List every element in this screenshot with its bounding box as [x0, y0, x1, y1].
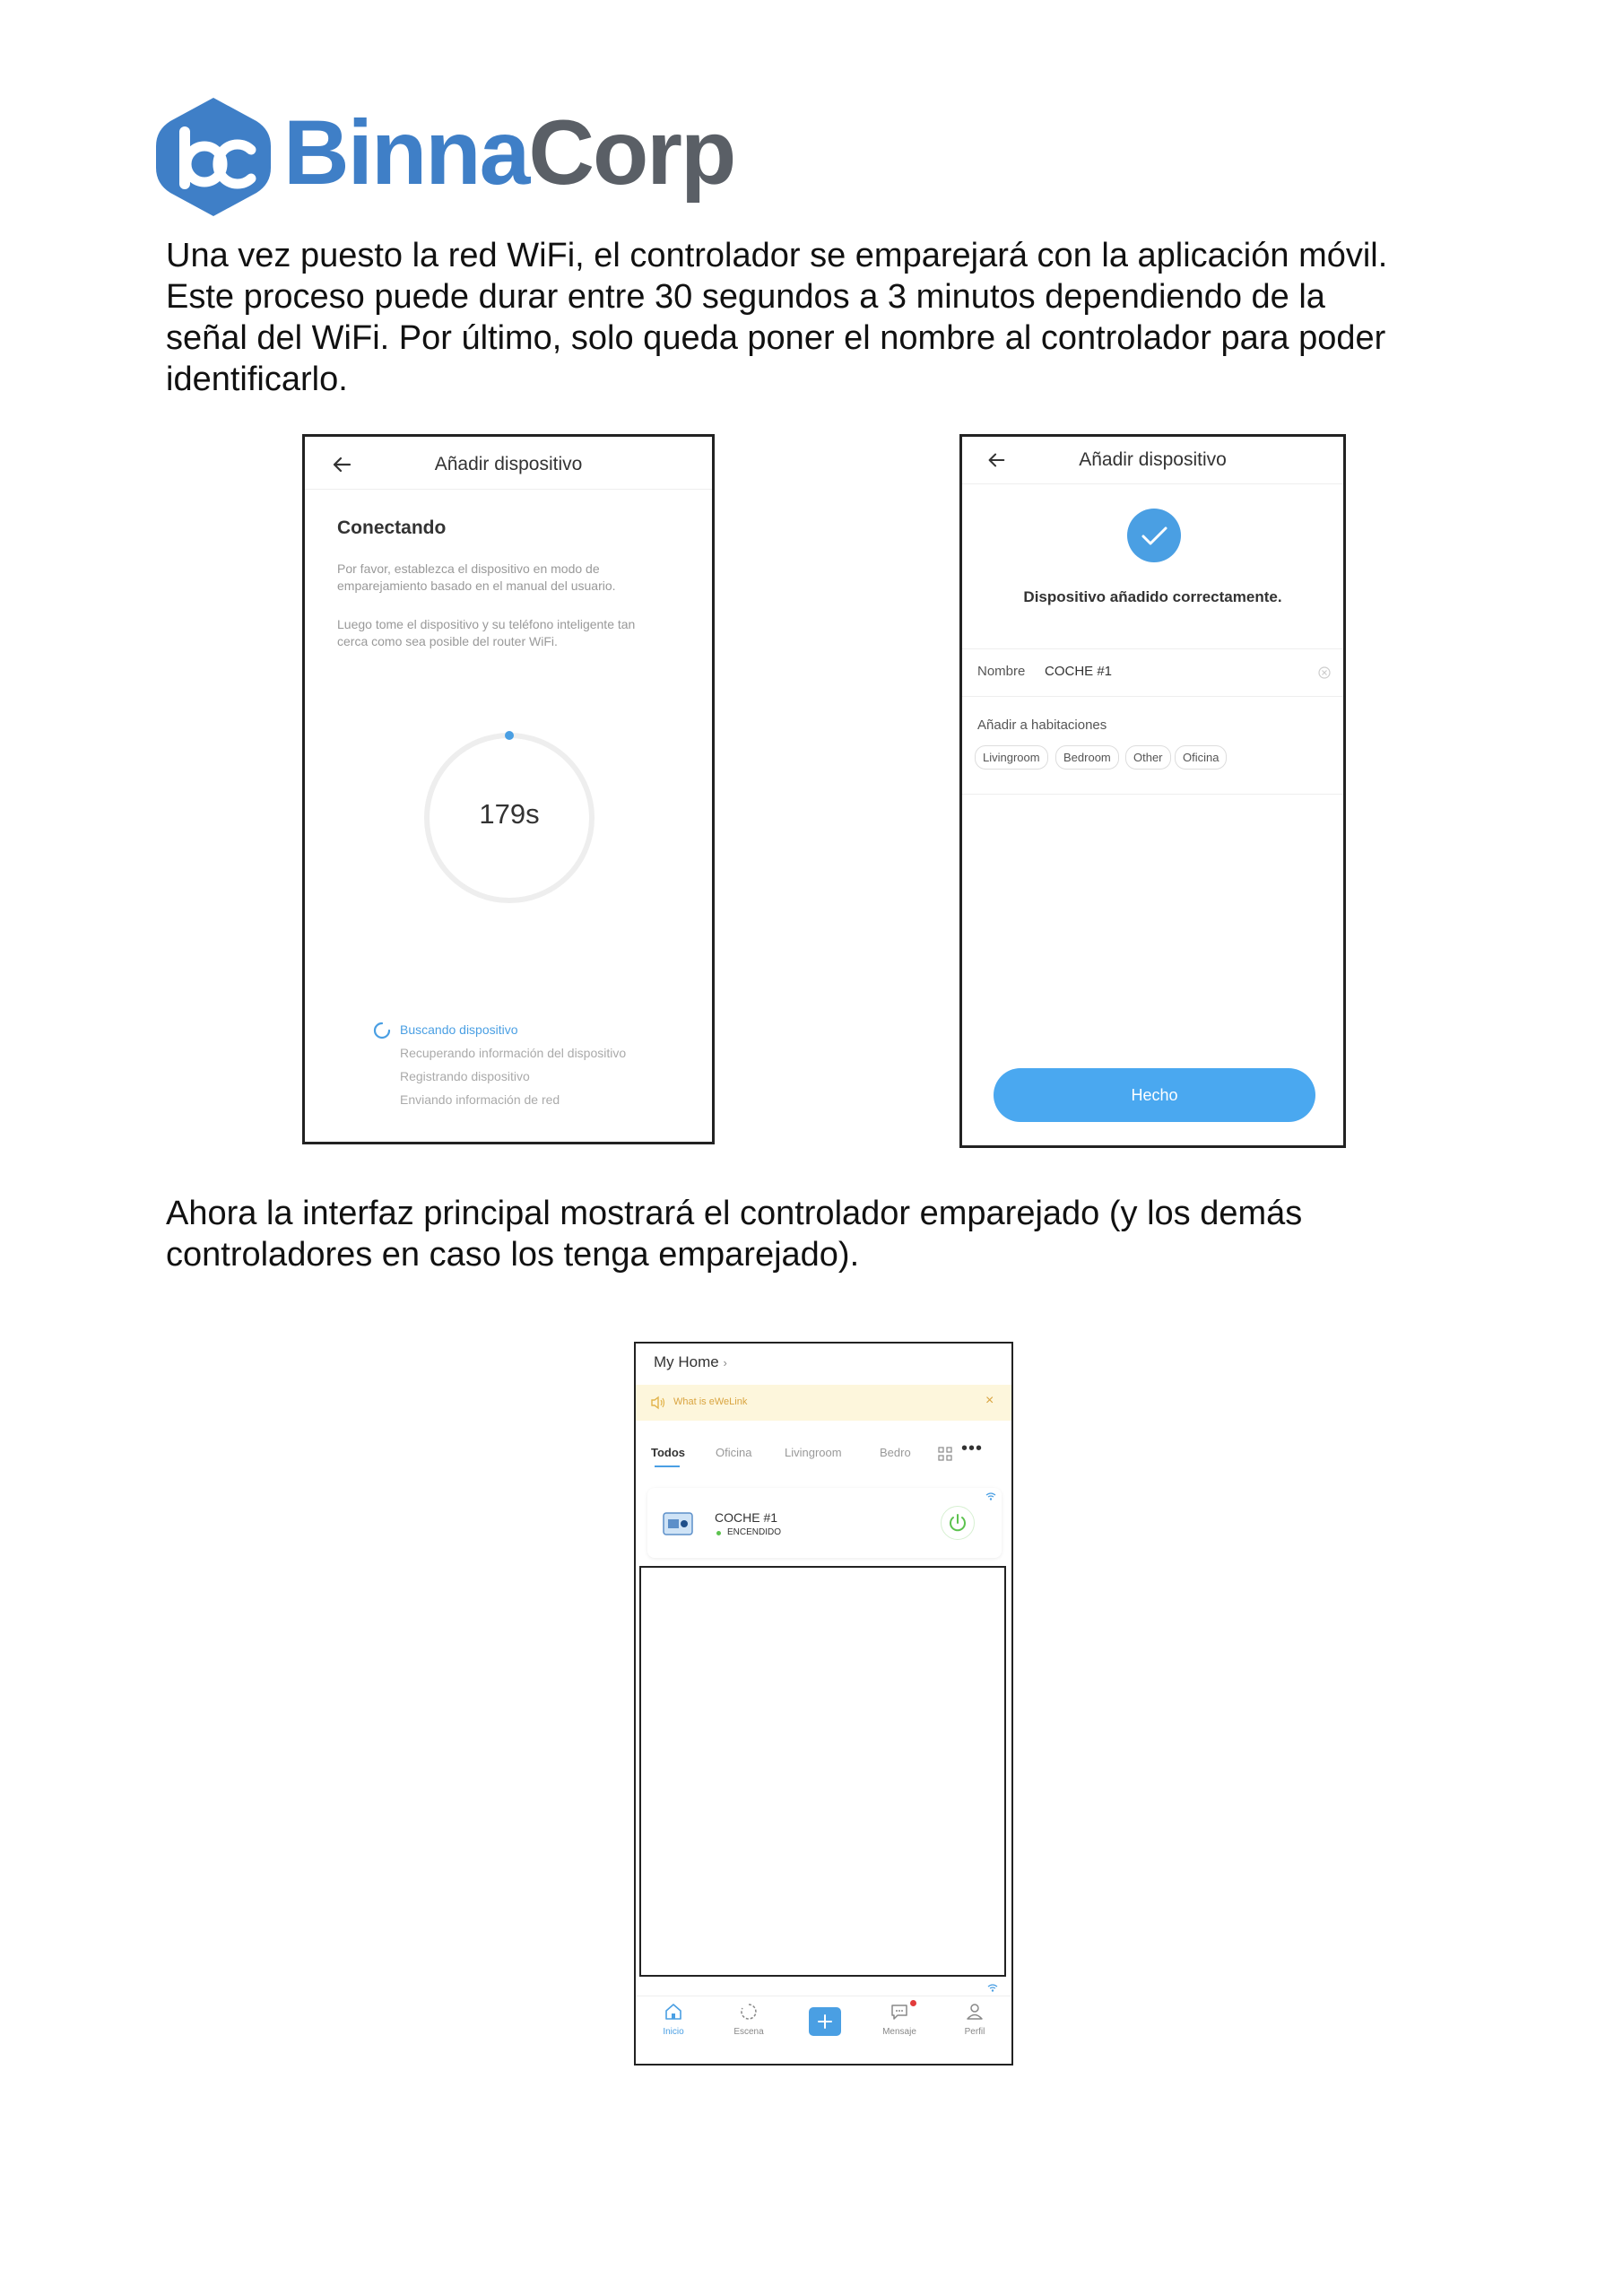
tab-oficina[interactable]: Oficina: [716, 1446, 752, 1459]
intro-line: señal del WiFi. Por último, solo queda poner el nombre al controlador para poder: [166, 319, 1386, 357]
device-name: COCHE #1: [715, 1510, 778, 1525]
nav-item-escena[interactable]: [722, 2000, 776, 2054]
power-icon: [942, 1507, 974, 1539]
nav-label: Escena: [733, 2027, 764, 2037]
instruction-line: cerca como sea posible del router WiFi.: [337, 634, 558, 648]
brand-name-binna: Binna: [283, 101, 529, 204]
nav-item-mensaje[interactable]: [872, 2000, 926, 2054]
header-divider: [962, 483, 1343, 484]
nav-item-perfil[interactable]: [948, 2000, 1002, 2054]
brand-logo: [151, 90, 735, 224]
success-message: Dispositivo añadido correctamente.: [1023, 588, 1282, 605]
loading-spinner-icon: [373, 1022, 391, 1039]
add-device-button[interactable]: [809, 2007, 841, 2036]
home-selector[interactable]: [654, 1353, 727, 1371]
screen-connecting: [302, 434, 715, 1144]
active-tab-indicator: [655, 1465, 680, 1467]
divider: [962, 648, 1343, 649]
home-title: My Home: [654, 1353, 719, 1370]
nav-item-inicio[interactable]: [647, 2000, 700, 2054]
grid-icon[interactable]: [937, 1446, 953, 1462]
nav-label: Inicio: [663, 2027, 684, 2037]
rooms-label: Añadir a habitaciones: [977, 718, 1107, 733]
second-line: Ahora la interfaz principal mostrará el controlador emparejado (y los demás: [166, 1195, 1303, 1232]
status-dot-icon: [716, 1531, 721, 1535]
page-title: Añadir dispositivo: [434, 454, 583, 474]
name-label: Nombre: [977, 664, 1026, 679]
intro-line: Este proceso puede durar entre 30 segundos a 3 minutos dependiendo de la: [166, 278, 1325, 316]
tab-todos[interactable]: Todos: [651, 1446, 686, 1459]
step-item: Buscando dispositivo: [400, 1022, 518, 1037]
intro-line: identificarlo.: [166, 361, 348, 398]
success-check-icon: [1127, 509, 1181, 562]
tab-bedroom[interactable]: Bedro: [880, 1446, 911, 1459]
instruction-line: Por favor, establezca el dispositivo en modo de: [337, 561, 600, 576]
page-title: Añadir dispositivo: [1079, 449, 1227, 470]
second-line: controladores en caso los tenga emparejado).: [166, 1236, 860, 1274]
device-name-field[interactable]: COCHE #1: [1045, 664, 1113, 679]
second-paragraph: [166, 1193, 1511, 1275]
step-item: Registrando dispositivo: [400, 1069, 530, 1083]
step-item: Enviando información de red: [400, 1092, 560, 1107]
room-chip[interactable]: Oficina: [1175, 745, 1227, 770]
plus-icon: [809, 2007, 841, 2036]
device-status: ENCENDIDO: [727, 1527, 782, 1537]
home-icon: [664, 2002, 683, 2022]
more-icon[interactable]: •••: [961, 1439, 984, 1458]
room-chip[interactable]: Livingroom: [975, 745, 1048, 770]
screen-device-added: [959, 434, 1346, 1148]
binnacorp-logo-icon: [151, 94, 276, 220]
screen-home: [634, 1342, 1013, 2066]
nav-label: Mensaje: [882, 2027, 916, 2037]
wifi-icon: [987, 1984, 998, 1992]
brand-name-corp: Corp: [528, 101, 735, 204]
intro-line: Una vez puesto la red WiFi, el controlador se emparejará con la aplicación móvil.: [166, 237, 1388, 274]
room-chip[interactable]: Bedroom: [1055, 745, 1119, 770]
message-icon: [890, 2002, 909, 2022]
divider: [962, 696, 1343, 697]
room-chip[interactable]: Other: [1125, 745, 1171, 770]
power-button[interactable]: [941, 1506, 975, 1540]
header-divider: [305, 489, 712, 490]
info-banner[interactable]: [636, 1385, 1011, 1421]
connecting-heading: Conectando: [337, 517, 447, 538]
divider: [962, 794, 1343, 795]
clear-icon[interactable]: [1317, 665, 1332, 680]
scene-icon: [739, 2002, 759, 2022]
instruction-line: Luego tome el dispositivo y su teléfono inteligente tan: [337, 617, 636, 631]
progress-dot-icon: [505, 731, 514, 740]
notification-dot-icon: [910, 2000, 916, 2006]
step-item: Recuperando información del dispositivo: [400, 1046, 627, 1060]
chevron-right-icon: ›: [723, 1356, 727, 1370]
countdown-timer: 179s: [479, 798, 540, 830]
instruction-line: emparejamiento basado en el manual del usuario.: [337, 578, 616, 593]
close-icon[interactable]: ×: [985, 1393, 994, 1408]
device-controller-icon: [663, 1510, 693, 1537]
speaker-icon: [650, 1396, 666, 1410]
nav-label: Perfil: [964, 2027, 985, 2037]
done-button[interactable]: Hecho: [994, 1068, 1315, 1122]
intro-paragraph: [166, 235, 1511, 400]
tab-livingroom[interactable]: Livingroom: [785, 1446, 842, 1459]
device-card[interactable]: [647, 1488, 1002, 1558]
profile-icon: [965, 2002, 985, 2022]
banner-text: What is eWeLink: [673, 1396, 748, 1407]
wifi-icon: [985, 1492, 996, 1500]
instruction-text: [337, 616, 696, 650]
content-area: [639, 1566, 1006, 1977]
instruction-text: [337, 561, 696, 595]
